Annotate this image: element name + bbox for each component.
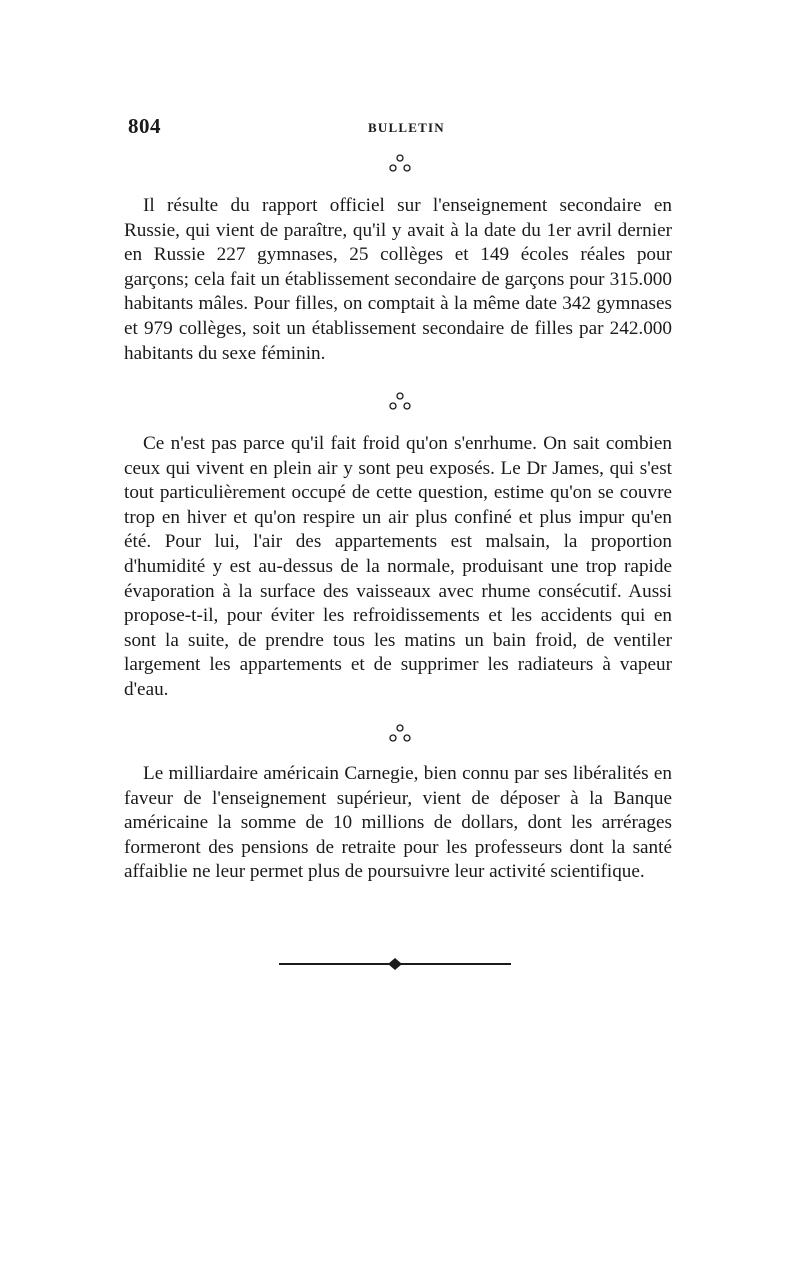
asterism-ornament — [0, 390, 800, 414]
paragraph-russian-schools: Il résulte du rapport officiel sur l'enseignement secondaire en Russie, qui vient de paraître, qu'il y avait à la date du 1er avril dernier en Russie 227 gymnases, 25 collèges et 149 écoles réales pour garçons; cela fait un établissement secondaire de garçons pour 315.000 habitants mâles. Pour filles, on comptait à la même date 342 gymnases et 979 collèges, soit un établissement secondaire de filles par 242.000 habitants du sexe féminin. — [124, 195, 672, 364]
paragraph-carnegie-donation: Le milliardaire américain Carnegie, bien connu par ses libéralités en faveur de l'enseignement supérieur, vient de déposer à la Banque américaine la somme de 10 millions de dollars, dont les arrérages formeront des pensions de retraite pour les professeurs dont la santé affaiblie ne leur permet plus de poursuivre leur activité scientifique. — [124, 763, 672, 883]
asterism-ornament — [0, 152, 800, 176]
running-head — [128, 114, 676, 142]
asterism-ornament — [0, 722, 800, 746]
paragraph-cold-and-colds: Ce n'est pas parce qu'il fait froid qu'on s'enrhume. On sait combien ceux qui vivent en plein air y sont peu exposés. Le Dr James, qui s'est tout particulièrement occupé de cette question, estime qu'on se couvre trop en hiver et qu'on respire un air plus confiné et plus impur qu'en été. Pour lui, l'air des appartements est malsain, la proportion d'humidité y est au-dessus de la normale, produisant une trop rapide évaporation à la surface des vaisseaux avec rhume consécutif. Aussi propose-t-il, pour éviter les refroidissements et les accidents qui en sont la suite, de prendre tous les matins un bain froid, de ventiler largement les appartements et de supprimer les radiateurs à vapeur d'eau. — [124, 433, 672, 700]
page-number: 804 — [128, 114, 161, 138]
closing-rule-ornament — [279, 957, 511, 971]
header-title: BULLETIN — [368, 120, 445, 135]
